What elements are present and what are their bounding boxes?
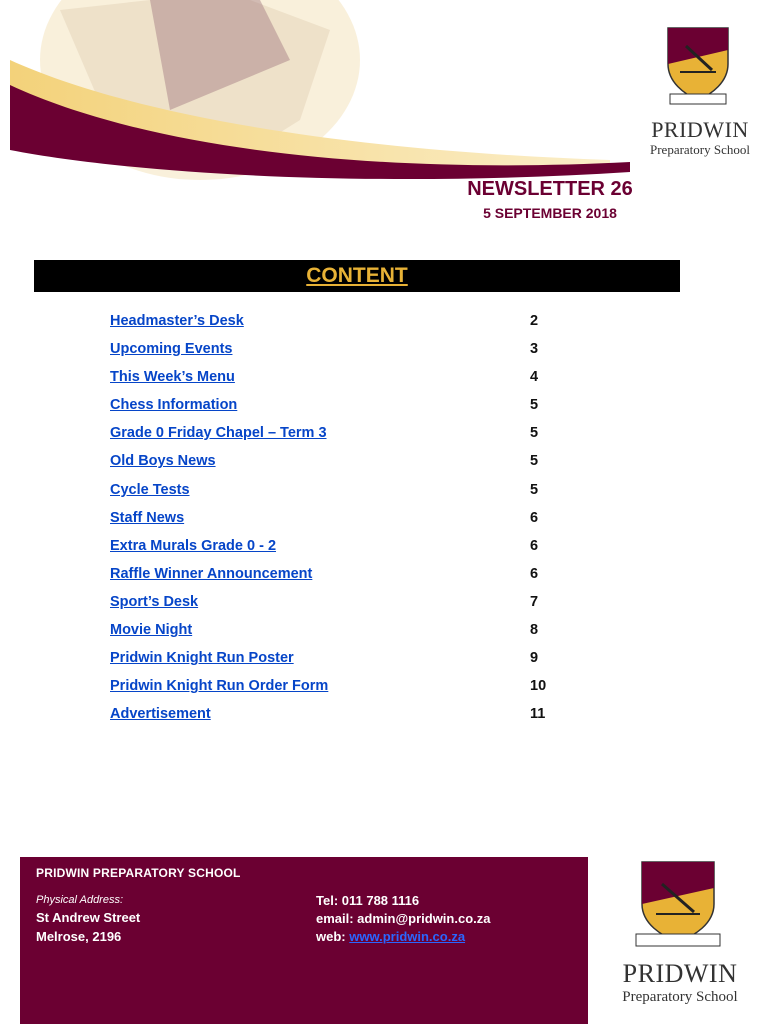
phone-number: Tel: 011 788 1116 bbox=[316, 893, 420, 908]
school-name-top bbox=[640, 118, 760, 158]
toc-page-number: 11 bbox=[530, 706, 546, 723]
newsletter-date: 5 SEPTEMBER 2018 bbox=[483, 205, 617, 221]
toc-item bbox=[110, 313, 560, 341]
toc-item bbox=[110, 622, 560, 650]
toc-page-number: 5 bbox=[530, 425, 539, 442]
toc-item bbox=[110, 538, 560, 566]
school-subtitle-footer: Preparatory School bbox=[622, 989, 738, 1005]
school-subtitle: Preparatory School bbox=[649, 142, 750, 157]
email-address: email: admin@pridwin.co.za bbox=[316, 911, 491, 926]
toc-link[interactable]: Old Boys News bbox=[110, 453, 216, 470]
toc-page-number: 5 bbox=[530, 397, 539, 414]
toc-page-number: 2 bbox=[530, 313, 539, 329]
toc-page-number: 6 bbox=[530, 509, 539, 526]
toc-item bbox=[110, 678, 560, 706]
toc-item bbox=[110, 425, 560, 453]
toc-item bbox=[110, 594, 560, 622]
content-heading: CONTENT bbox=[306, 264, 408, 287]
toc-page-number: 4 bbox=[530, 369, 539, 386]
toc-item bbox=[110, 369, 560, 397]
toc-page-number: 6 bbox=[530, 565, 539, 582]
toc-link[interactable]: Pridwin Knight Run Poster bbox=[110, 650, 294, 667]
table-of-contents bbox=[110, 313, 560, 734]
school-crest-icon-bottom bbox=[628, 858, 728, 950]
toc-link[interactable]: Advertisement bbox=[110, 706, 211, 723]
address-street: St Andrew Street bbox=[36, 910, 141, 925]
footer bbox=[20, 857, 588, 1024]
website-link[interactable]: www.pridwin.co.za bbox=[349, 929, 466, 944]
toc-link[interactable]: Upcoming Events bbox=[110, 341, 233, 358]
header-banner-art bbox=[0, 0, 640, 190]
toc-link[interactable]: Sport’s Desk bbox=[110, 593, 199, 610]
toc-page-number: 8 bbox=[530, 622, 539, 639]
toc-link[interactable]: Raffle Winner Announcement bbox=[110, 565, 313, 582]
toc-link[interactable]: Movie Night bbox=[110, 622, 193, 639]
toc-page-number: 5 bbox=[530, 453, 539, 470]
toc-page-number: 6 bbox=[530, 537, 539, 554]
physical-address-label: Physical Address: bbox=[36, 894, 124, 906]
school-name: PRIDWIN bbox=[651, 117, 749, 142]
toc-link[interactable]: Staff News bbox=[110, 509, 185, 526]
toc-item bbox=[110, 706, 560, 734]
toc-page-number: 5 bbox=[530, 481, 539, 498]
toc-item bbox=[110, 453, 560, 481]
toc-page-number: 7 bbox=[530, 593, 539, 610]
toc-link[interactable]: This Week’s Menu bbox=[110, 369, 235, 386]
content-heading-bar bbox=[34, 260, 680, 292]
toc-link[interactable]: Extra Murals Grade 0 - 2 bbox=[110, 537, 277, 554]
school-crest-icon bbox=[662, 24, 734, 108]
school-name-bottom bbox=[600, 960, 760, 1006]
toc-item bbox=[110, 650, 560, 678]
toc-page-number: 9 bbox=[530, 650, 539, 667]
toc-page-number: 3 bbox=[530, 341, 539, 358]
school-name-footer: PRIDWIN bbox=[622, 959, 738, 988]
address-city: Melrose, 2196 bbox=[36, 929, 122, 944]
toc-link[interactable]: Grade 0 Friday Chapel – Term 3 bbox=[110, 425, 327, 442]
toc-link[interactable]: Cycle Tests bbox=[110, 481, 190, 498]
toc-item bbox=[110, 482, 560, 510]
toc-link[interactable]: Pridwin Knight Run Order Form bbox=[110, 678, 329, 695]
website-line bbox=[316, 929, 465, 944]
toc-item bbox=[110, 510, 560, 538]
footer-title: PRIDWIN PREPARATORY SCHOOL bbox=[36, 866, 241, 880]
website-label: web: bbox=[316, 929, 346, 944]
toc-item bbox=[110, 341, 560, 369]
toc-page-number: 10 bbox=[530, 678, 547, 695]
toc-item bbox=[110, 397, 560, 425]
toc-item bbox=[110, 566, 560, 594]
toc-link[interactable]: Headmaster’s Desk bbox=[110, 313, 244, 329]
toc-link[interactable]: Chess Information bbox=[110, 397, 238, 414]
newsletter-title: NEWSLETTER 26 bbox=[467, 178, 633, 200]
